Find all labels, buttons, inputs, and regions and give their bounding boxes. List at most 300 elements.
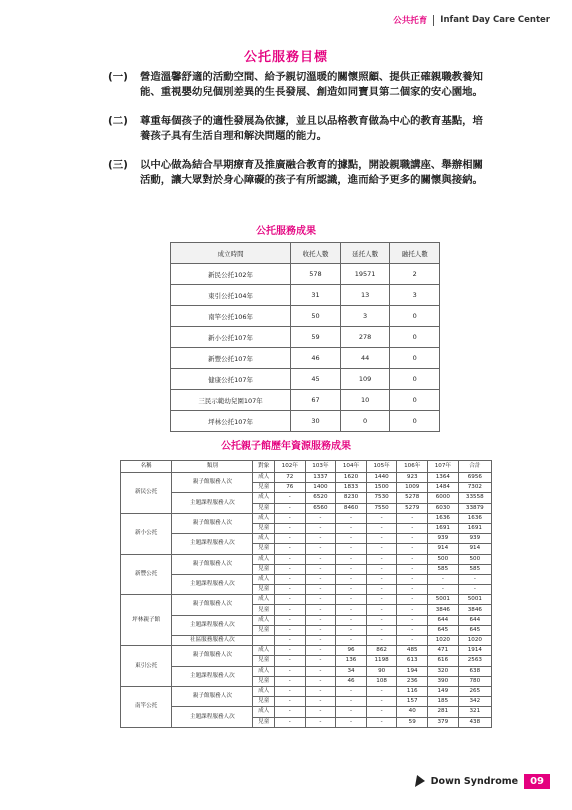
table-cell: 157 bbox=[397, 697, 428, 707]
goal-text: 營造溫馨舒適的活動空間、給予親切溫暖的關懷照顧、提供正確親職教養知能、重視嬰幼兒個別差異的生長發展、創造如同寶貝第二個家的安心園地。 bbox=[140, 71, 483, 98]
table-cell: 109 bbox=[340, 369, 390, 390]
table-cell: - bbox=[428, 585, 459, 595]
table-cell: - bbox=[305, 523, 336, 533]
table-row bbox=[121, 513, 492, 523]
table-cell: - bbox=[366, 523, 397, 533]
table-cell: - bbox=[305, 646, 336, 656]
table-cell: 兒童 bbox=[253, 697, 275, 707]
page-header bbox=[393, 12, 550, 28]
table-cell: - bbox=[336, 605, 367, 615]
table-cell: - bbox=[305, 625, 336, 635]
table-cell: 南竿公托106年 bbox=[171, 306, 291, 327]
table-cell: 1833 bbox=[336, 483, 367, 493]
table-cell: - bbox=[275, 585, 306, 595]
table-cell: 1440 bbox=[366, 473, 397, 483]
category-cell: 社區服務服務人次 bbox=[172, 636, 253, 646]
table-cell: 兒童 bbox=[253, 483, 275, 493]
column-header: 名稱 bbox=[121, 461, 172, 473]
table-cell: - bbox=[275, 595, 306, 605]
table-cell: - bbox=[275, 707, 306, 717]
table-cell: 40 bbox=[397, 707, 428, 717]
table-cell: - bbox=[366, 615, 397, 625]
table-cell: 6520 bbox=[305, 493, 336, 503]
table-cell: - bbox=[275, 605, 306, 615]
table-cell: 914 bbox=[428, 544, 459, 554]
table-cell: 185 bbox=[428, 697, 459, 707]
table-cell: 1691 bbox=[428, 523, 459, 533]
table-cell: - bbox=[305, 554, 336, 564]
table-cell: - bbox=[366, 605, 397, 615]
table-cell: - bbox=[275, 646, 306, 656]
column-header: 類別 bbox=[172, 461, 253, 473]
table-cell: - bbox=[366, 513, 397, 523]
table-row bbox=[121, 534, 492, 544]
table-cell: - bbox=[336, 554, 367, 564]
table-cell: 兒童 bbox=[253, 625, 275, 635]
table-cell: - bbox=[336, 534, 367, 544]
table-cell: 236 bbox=[397, 676, 428, 686]
table-cell: - bbox=[336, 615, 367, 625]
table-row bbox=[171, 327, 440, 348]
table-cell: 0 bbox=[390, 327, 440, 348]
table-cell: 成人 bbox=[253, 574, 275, 584]
table-cell: 50 bbox=[291, 306, 341, 327]
table-cell: 兒童 bbox=[253, 605, 275, 615]
table-cell: - bbox=[336, 564, 367, 574]
table-cell: 96 bbox=[336, 646, 367, 656]
goal-text: 尊重每個孩子的適性發展為依據，並且以品格教育做為中心的教育基點，培養孩子具有生活自理和解決問題的能力。 bbox=[140, 115, 483, 142]
table-cell: 67 bbox=[291, 390, 341, 411]
table-cell: 5001 bbox=[458, 595, 491, 605]
table-row bbox=[171, 285, 440, 306]
column-header: 106年 bbox=[397, 461, 428, 473]
table-cell: 1620 bbox=[336, 473, 367, 483]
table-cell: - bbox=[336, 574, 367, 584]
table-cell: 8460 bbox=[336, 503, 367, 513]
table-cell: 281 bbox=[428, 707, 459, 717]
table-cell: - bbox=[275, 574, 306, 584]
table-cell: - bbox=[366, 697, 397, 707]
table-cell: 健康公托107年 bbox=[171, 369, 291, 390]
table-row bbox=[121, 666, 492, 676]
table-cell: 3846 bbox=[428, 605, 459, 615]
table-cell: - bbox=[336, 697, 367, 707]
table-cell: - bbox=[397, 564, 428, 574]
table-cell: 13 bbox=[340, 285, 390, 306]
table-cell: - bbox=[366, 544, 397, 554]
table-cell: 585 bbox=[458, 564, 491, 574]
table-cell: - bbox=[366, 707, 397, 717]
table-cell: 1020 bbox=[458, 636, 491, 646]
table-row bbox=[121, 707, 492, 717]
table-cell: 兒童 bbox=[253, 656, 275, 666]
arrow-icon bbox=[415, 775, 426, 787]
table-cell: 兒童 bbox=[253, 503, 275, 513]
category-cell: 主題課程服務人次 bbox=[172, 615, 253, 635]
table-cell: 33879 bbox=[458, 503, 491, 513]
table-cell: - bbox=[305, 564, 336, 574]
column-header: 107年 bbox=[428, 461, 459, 473]
table-cell: - bbox=[275, 503, 306, 513]
category-cell: 主題課程服務人次 bbox=[172, 666, 253, 686]
table-cell: 成人 bbox=[253, 534, 275, 544]
table-cell: - bbox=[397, 544, 428, 554]
table-cell: 46 bbox=[336, 676, 367, 686]
table-cell: - bbox=[397, 636, 428, 646]
table-cell: 616 bbox=[428, 656, 459, 666]
table-cell: 成人 bbox=[253, 473, 275, 483]
table-cell: - bbox=[275, 656, 306, 666]
resource-results-table bbox=[120, 460, 492, 728]
table-cell: 0 bbox=[340, 411, 390, 432]
table-cell: 0 bbox=[390, 369, 440, 390]
footer-title: Down Syndrome bbox=[430, 775, 519, 787]
table-cell: - bbox=[275, 625, 306, 635]
table-cell: - bbox=[366, 574, 397, 584]
column-header: 對象 bbox=[253, 461, 275, 473]
column-header: 103年 bbox=[305, 461, 336, 473]
table-cell: 1198 bbox=[366, 656, 397, 666]
table-cell: - bbox=[397, 523, 428, 533]
goal-number: (三) bbox=[108, 159, 128, 171]
table-cell: 6030 bbox=[428, 503, 459, 513]
table-cell: 1364 bbox=[428, 473, 459, 483]
table-cell: 645 bbox=[428, 625, 459, 635]
table-cell: - bbox=[275, 615, 306, 625]
table-cell: 644 bbox=[428, 615, 459, 625]
table-cell: - bbox=[305, 707, 336, 717]
table-cell: - bbox=[305, 513, 336, 523]
table-cell: 31 bbox=[291, 285, 341, 306]
table-cell: - bbox=[336, 544, 367, 554]
table-cell: - bbox=[336, 636, 367, 646]
table-row bbox=[121, 646, 492, 656]
table-cell: 320 bbox=[428, 666, 459, 676]
table-cell: 6000 bbox=[428, 493, 459, 503]
table-cell: 8230 bbox=[336, 493, 367, 503]
table-cell: 5001 bbox=[428, 595, 459, 605]
column-header: 104年 bbox=[336, 461, 367, 473]
page-number: 09 bbox=[524, 774, 550, 789]
table-cell bbox=[253, 636, 275, 646]
table-cell: 兒童 bbox=[253, 564, 275, 574]
column-header: 105年 bbox=[366, 461, 397, 473]
group-name: 南竿公托 bbox=[121, 686, 172, 727]
table2-title: 公托親子館歷年資源服務成果 bbox=[221, 441, 351, 452]
table-cell: 34 bbox=[336, 666, 367, 676]
header-separator bbox=[433, 15, 434, 26]
table-cell: - bbox=[275, 513, 306, 523]
table-cell: 6560 bbox=[305, 503, 336, 513]
table-cell: - bbox=[305, 686, 336, 696]
table-cell: - bbox=[397, 554, 428, 564]
group-name: 新小公托 bbox=[121, 513, 172, 554]
table-cell: - bbox=[366, 625, 397, 635]
header-en: Infant Day Care Center bbox=[440, 15, 550, 25]
category-cell: 主題課程服務人次 bbox=[172, 534, 253, 554]
table-cell: - bbox=[397, 585, 428, 595]
table-cell: - bbox=[305, 605, 336, 615]
table-cell: 5278 bbox=[397, 493, 428, 503]
table-cell: 30 bbox=[291, 411, 341, 432]
table-cell: 613 bbox=[397, 656, 428, 666]
column-header: 合計 bbox=[458, 461, 491, 473]
table-cell: 兒童 bbox=[253, 676, 275, 686]
table-cell: 46 bbox=[291, 348, 341, 369]
table-cell: - bbox=[275, 636, 306, 646]
table-cell: - bbox=[366, 534, 397, 544]
table-cell: - bbox=[336, 625, 367, 635]
table-cell: 2 bbox=[390, 264, 440, 285]
table-cell: 兒童 bbox=[253, 585, 275, 595]
table-row bbox=[121, 554, 492, 564]
table-cell: 兒童 bbox=[253, 717, 275, 727]
table-cell: - bbox=[366, 686, 397, 696]
table-cell: 成人 bbox=[253, 554, 275, 564]
table-row bbox=[121, 615, 492, 625]
table-row bbox=[121, 636, 492, 646]
table-cell: - bbox=[336, 595, 367, 605]
table-cell: 1337 bbox=[305, 473, 336, 483]
table-cell: 116 bbox=[397, 686, 428, 696]
table-cell: 3846 bbox=[458, 605, 491, 615]
table-cell: 342 bbox=[458, 697, 491, 707]
table-cell: 914 bbox=[458, 544, 491, 554]
page-footer bbox=[416, 772, 550, 790]
table-cell: 76 bbox=[275, 483, 306, 493]
goal-item bbox=[108, 70, 488, 100]
goal-text: 以中心做為結合早期療育及推廣融合教育的據點，開設親職講座、舉辦相關活動，讓大眾對於身心障礙的孩子有所認識，進而給予更多的關懷與接納。 bbox=[140, 159, 483, 186]
table-cell: - bbox=[305, 534, 336, 544]
table-cell: - bbox=[305, 544, 336, 554]
table-cell: 三民示範幼兒園107年 bbox=[171, 390, 291, 411]
column-header: 延托人數 bbox=[340, 243, 390, 264]
category-cell: 親子館服務人次 bbox=[172, 473, 253, 493]
table-cell: 1914 bbox=[458, 646, 491, 656]
table-cell: 59 bbox=[291, 327, 341, 348]
table-cell: 90 bbox=[366, 666, 397, 676]
table-cell: 321 bbox=[458, 707, 491, 717]
table-cell: 44 bbox=[340, 348, 390, 369]
group-name: 新民公托 bbox=[121, 473, 172, 514]
page-title: 公托服務目標 bbox=[243, 50, 328, 65]
table-cell: - bbox=[305, 717, 336, 727]
table-cell: 1009 bbox=[397, 483, 428, 493]
table-cell: 成人 bbox=[253, 666, 275, 676]
goal-number: (一) bbox=[108, 71, 128, 83]
table-cell: - bbox=[366, 717, 397, 727]
table-cell: 265 bbox=[458, 686, 491, 696]
table-cell: 3 bbox=[390, 285, 440, 306]
table-cell: 成人 bbox=[253, 595, 275, 605]
category-cell: 親子館服務人次 bbox=[172, 646, 253, 666]
category-cell: 親子館服務人次 bbox=[172, 686, 253, 706]
table-cell: - bbox=[305, 574, 336, 584]
table-cell: 485 bbox=[397, 646, 428, 656]
category-cell: 主題課程服務人次 bbox=[172, 574, 253, 594]
table-cell: 585 bbox=[428, 564, 459, 574]
table-cell: 645 bbox=[458, 625, 491, 635]
table-cell: 成人 bbox=[253, 513, 275, 523]
table-cell: 0 bbox=[390, 306, 440, 327]
table-cell: - bbox=[275, 697, 306, 707]
table-cell: 0 bbox=[390, 390, 440, 411]
table-cell: - bbox=[275, 717, 306, 727]
table-cell: - bbox=[305, 666, 336, 676]
table-cell: - bbox=[305, 656, 336, 666]
table-row bbox=[121, 595, 492, 605]
table-cell: 45 bbox=[291, 369, 341, 390]
column-header: 102年 bbox=[275, 461, 306, 473]
table-cell: - bbox=[305, 585, 336, 595]
table-cell: 1636 bbox=[458, 513, 491, 523]
table-cell: 136 bbox=[336, 656, 367, 666]
table-cell: 939 bbox=[428, 534, 459, 544]
table-row bbox=[171, 369, 440, 390]
table-cell: 1400 bbox=[305, 483, 336, 493]
table-cell: - bbox=[366, 554, 397, 564]
goal-item bbox=[108, 114, 488, 144]
table-cell: 新民公托102年 bbox=[171, 264, 291, 285]
category-cell: 主題課程服務人次 bbox=[172, 707, 253, 727]
table-cell: 成人 bbox=[253, 646, 275, 656]
table-cell: 500 bbox=[458, 554, 491, 564]
table-cell: - bbox=[336, 686, 367, 696]
table-cell: 成人 bbox=[253, 707, 275, 717]
table-cell: 1691 bbox=[458, 523, 491, 533]
table-row bbox=[121, 493, 492, 503]
table-cell: 194 bbox=[397, 666, 428, 676]
category-cell: 親子館服務人次 bbox=[172, 595, 253, 615]
table-cell: 644 bbox=[458, 615, 491, 625]
table-row bbox=[121, 574, 492, 584]
table-cell: 坪林公托107年 bbox=[171, 411, 291, 432]
table-cell: - bbox=[275, 534, 306, 544]
category-cell: 親子館服務人次 bbox=[172, 554, 253, 574]
table-cell: 兒童 bbox=[253, 523, 275, 533]
table-cell: - bbox=[428, 574, 459, 584]
table-cell: - bbox=[366, 595, 397, 605]
table-row bbox=[171, 306, 440, 327]
table-cell: 59 bbox=[397, 717, 428, 727]
table-cell: 638 bbox=[458, 666, 491, 676]
table-cell: 1484 bbox=[428, 483, 459, 493]
table-cell: 108 bbox=[366, 676, 397, 686]
table-cell: 新豐公托107年 bbox=[171, 348, 291, 369]
table-cell: - bbox=[397, 513, 428, 523]
table-row bbox=[171, 348, 440, 369]
table-cell: 東引公托104年 bbox=[171, 285, 291, 306]
table-cell: 278 bbox=[340, 327, 390, 348]
table-cell: 6956 bbox=[458, 473, 491, 483]
goal-item bbox=[108, 158, 488, 188]
table-cell: - bbox=[305, 636, 336, 646]
table-cell: 0 bbox=[390, 348, 440, 369]
table-cell: - bbox=[397, 625, 428, 635]
goal-number: (二) bbox=[108, 115, 128, 127]
table-cell: - bbox=[458, 574, 491, 584]
table-row bbox=[171, 264, 440, 285]
category-cell: 親子館服務人次 bbox=[172, 513, 253, 533]
table-cell: 7530 bbox=[366, 493, 397, 503]
table-cell: - bbox=[275, 493, 306, 503]
table-cell: 72 bbox=[275, 473, 306, 483]
table-row bbox=[171, 390, 440, 411]
table-cell: - bbox=[336, 585, 367, 595]
table-cell: - bbox=[275, 564, 306, 574]
table-row bbox=[121, 686, 492, 696]
table-cell: 2563 bbox=[458, 656, 491, 666]
table-cell: 862 bbox=[366, 646, 397, 656]
table-cell: 438 bbox=[458, 717, 491, 727]
table-cell: - bbox=[336, 523, 367, 533]
table-cell: 3 bbox=[340, 306, 390, 327]
table-cell: 7302 bbox=[458, 483, 491, 493]
table-cell: - bbox=[275, 666, 306, 676]
table-cell: 19571 bbox=[340, 264, 390, 285]
table-cell: 10 bbox=[340, 390, 390, 411]
table-cell: 500 bbox=[428, 554, 459, 564]
table-cell: - bbox=[336, 717, 367, 727]
table-cell: 1500 bbox=[366, 483, 397, 493]
table-cell: 1636 bbox=[428, 513, 459, 523]
goals-list bbox=[108, 70, 488, 202]
table-cell: - bbox=[275, 676, 306, 686]
table-cell: 390 bbox=[428, 676, 459, 686]
table-cell: 939 bbox=[458, 534, 491, 544]
header-zh: 公共托育 bbox=[393, 16, 428, 26]
table-cell: - bbox=[366, 636, 397, 646]
table-cell: 578 bbox=[291, 264, 341, 285]
table-row bbox=[121, 473, 492, 483]
table-cell: 成人 bbox=[253, 493, 275, 503]
table-cell: - bbox=[336, 513, 367, 523]
table-cell: 379 bbox=[428, 717, 459, 727]
column-header: 收托人數 bbox=[291, 243, 341, 264]
table-cell: - bbox=[366, 585, 397, 595]
table-cell: 成人 bbox=[253, 615, 275, 625]
table-cell: - bbox=[397, 615, 428, 625]
table-cell: 1020 bbox=[428, 636, 459, 646]
table-cell: - bbox=[275, 523, 306, 533]
table-cell: - bbox=[305, 595, 336, 605]
table-cell: - bbox=[397, 595, 428, 605]
table-cell: 成人 bbox=[253, 686, 275, 696]
table-cell: - bbox=[305, 615, 336, 625]
table-cell: - bbox=[275, 554, 306, 564]
table-cell: - bbox=[397, 534, 428, 544]
table-cell: - bbox=[275, 544, 306, 554]
table-cell: 471 bbox=[428, 646, 459, 656]
table-cell: 780 bbox=[458, 676, 491, 686]
table-cell: - bbox=[305, 697, 336, 707]
group-name: 東引公托 bbox=[121, 646, 172, 687]
column-header: 融托人數 bbox=[390, 243, 440, 264]
table-cell: 0 bbox=[390, 411, 440, 432]
table-cell: - bbox=[366, 564, 397, 574]
group-name: 新豐公托 bbox=[121, 554, 172, 595]
table-cell: 149 bbox=[428, 686, 459, 696]
group-name: 坪林親子館 bbox=[121, 595, 172, 646]
table-cell: - bbox=[458, 585, 491, 595]
table-cell: 923 bbox=[397, 473, 428, 483]
table-cell: 5279 bbox=[397, 503, 428, 513]
table-cell: - bbox=[305, 676, 336, 686]
table-cell: 33558 bbox=[458, 493, 491, 503]
service-results-table bbox=[170, 242, 440, 432]
table-cell: 新小公托107年 bbox=[171, 327, 291, 348]
table-cell: - bbox=[275, 686, 306, 696]
